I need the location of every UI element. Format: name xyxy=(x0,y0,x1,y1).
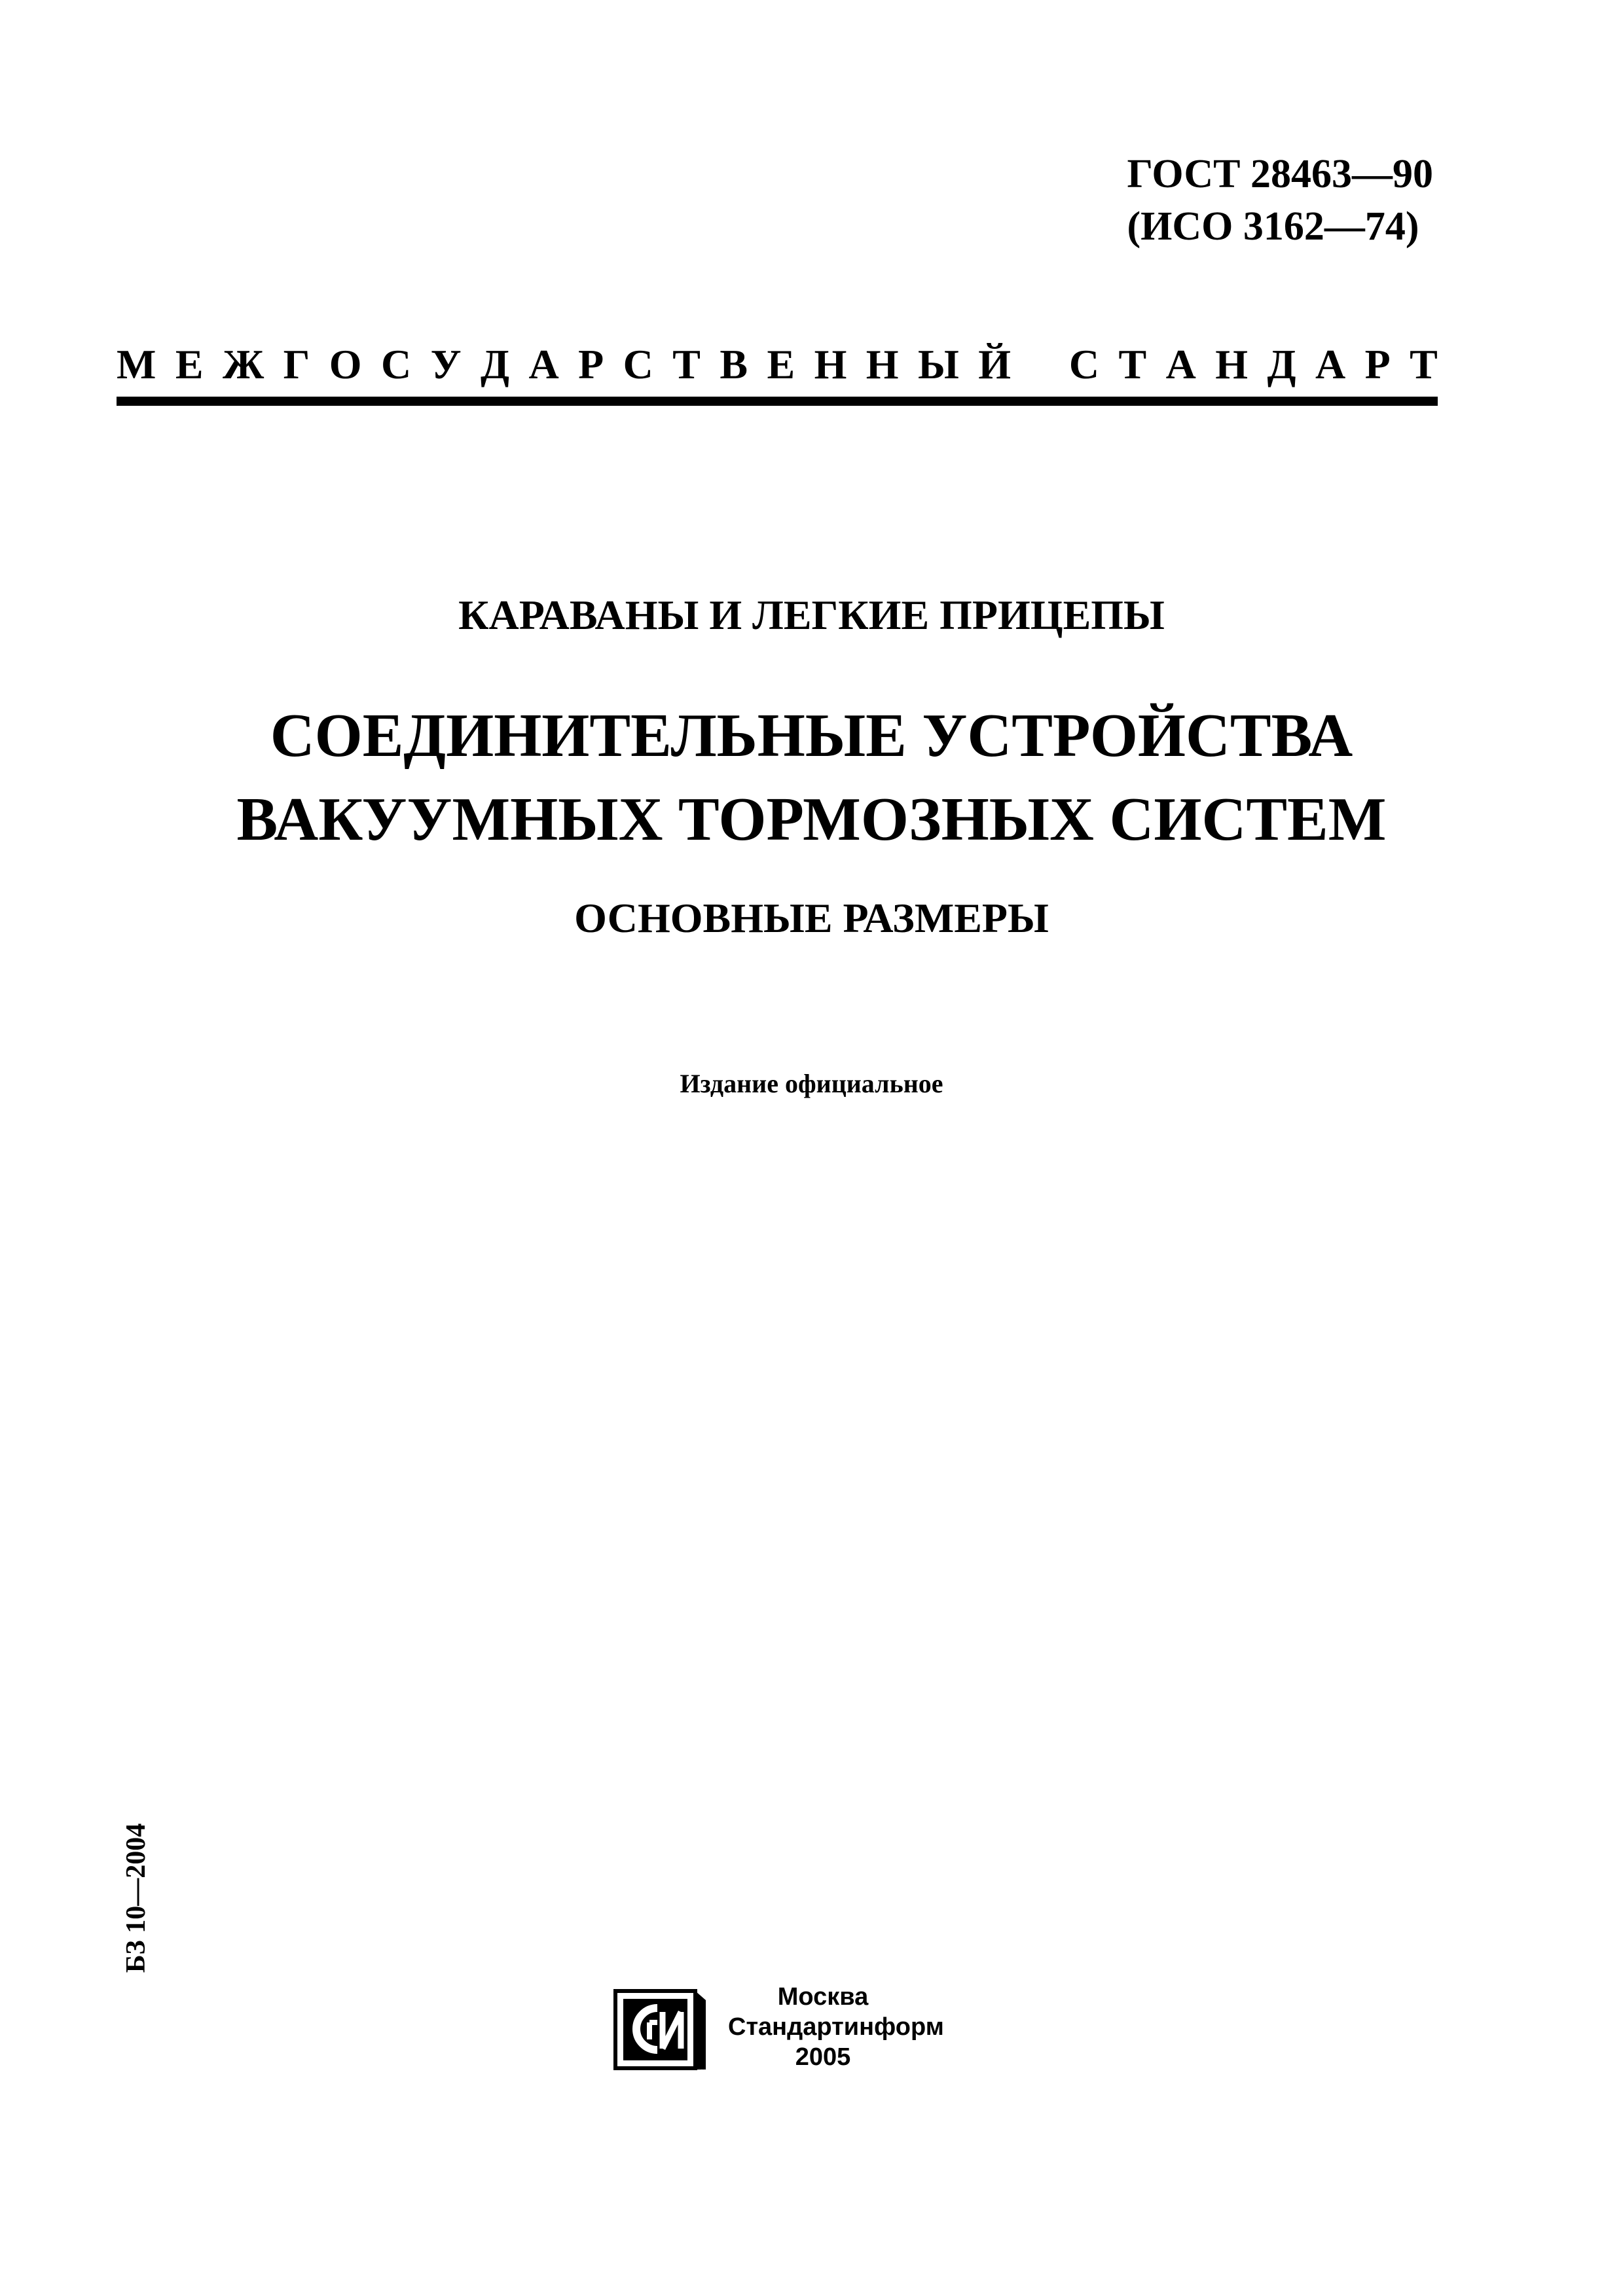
banner-word-2-letter: Р xyxy=(1364,341,1391,387)
document-id-block xyxy=(1127,148,1433,253)
banner-word-2-letter: А xyxy=(1315,341,1346,387)
banner-word-1-letter: Г xyxy=(283,341,310,387)
document-subject: КАРАВАНЫ И ЛЕГКИЕ ПРИЦЕПЫ xyxy=(458,592,1165,638)
title-line-1: СОЕДИНИТЕЛЬНЫЕ УСТРОЙСТВА xyxy=(270,702,1353,770)
banner-word-1-letter: Й xyxy=(978,341,1012,387)
banner-word-gap xyxy=(1030,335,1049,394)
banner-word-2-letter: А xyxy=(1165,341,1196,387)
iso-number: (ИСО 3162—74) xyxy=(1127,204,1419,249)
banner-word-2-letter: Т xyxy=(1410,341,1438,387)
banner-word-1-letter: А xyxy=(528,341,559,387)
publisher-city: Москва xyxy=(777,1983,869,2011)
standard-number: ГОСТ 28463—90 xyxy=(1127,152,1433,196)
side-registration-code: БЗ 10—2004 xyxy=(121,1823,151,1973)
banner-word-2-letter: С xyxy=(1068,341,1100,387)
document-title xyxy=(0,694,1623,861)
banner-word-1-letter: Ы xyxy=(918,341,959,387)
document-subtitle: ОСНОВНЫЕ РАЗМЕРЫ xyxy=(574,895,1049,941)
banner-word-1-letter: Н xyxy=(866,341,899,387)
banner-word-1-letter: С xyxy=(623,341,653,387)
title-line-2: ВАКУУМНЫХ ТОРМОЗНЫХ СИСТЕМ xyxy=(236,785,1387,853)
banner-word-1-letter: Ж xyxy=(222,341,264,387)
banner-word-1-letter: Е xyxy=(175,341,204,387)
banner-word-1-letter: Д xyxy=(481,341,510,387)
standard-type-banner xyxy=(117,335,1438,394)
header-rule xyxy=(117,397,1438,406)
banner-word-2-letter: Д xyxy=(1267,341,1296,387)
banner-word-1-letter: У xyxy=(430,341,462,387)
banner-word-1-letter: М xyxy=(117,341,156,387)
edition-note: Издание официальное xyxy=(680,1069,943,1098)
banner-word-2-letter: Н xyxy=(1215,341,1249,387)
publisher-block xyxy=(728,1982,944,2072)
banner-word-1-letter: Е xyxy=(767,341,795,387)
standartinform-logo-icon xyxy=(611,1988,708,2071)
publication-year: 2005 xyxy=(795,2043,851,2071)
banner-word-1-letter: Т xyxy=(672,341,701,387)
banner-word-2-letter: Т xyxy=(1118,341,1147,387)
banner-word-1-letter: Р xyxy=(578,341,604,387)
publisher-name: Стандартинформ xyxy=(728,2013,944,2041)
banner-word-1-letter: Н xyxy=(814,341,847,387)
banner-word-1-letter: О xyxy=(329,341,362,387)
banner-word-1-letter: В xyxy=(720,341,748,387)
banner-word-1-letter: С xyxy=(380,341,412,387)
